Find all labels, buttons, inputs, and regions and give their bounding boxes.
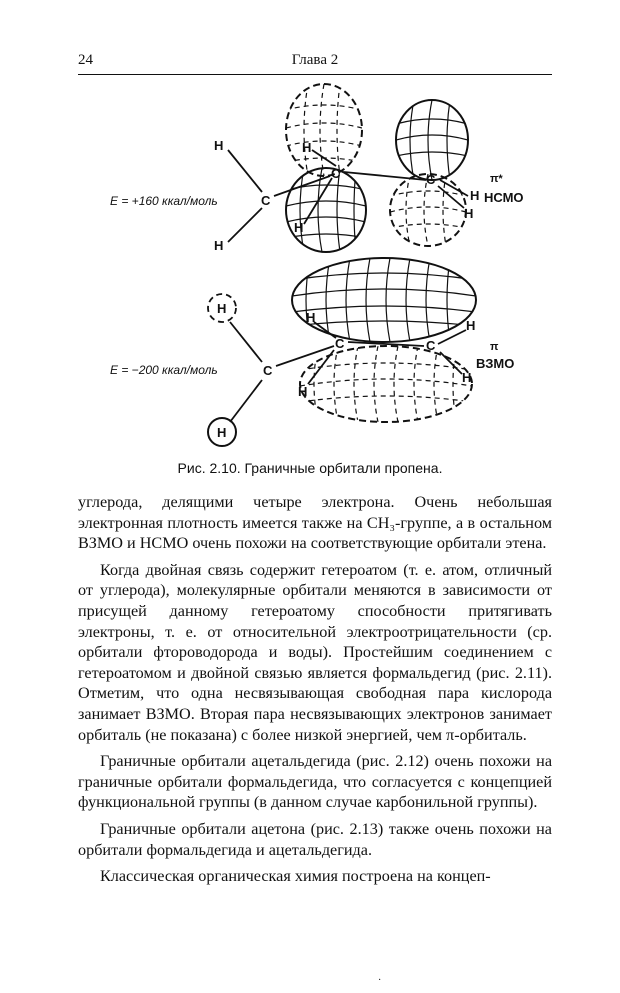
atom-label: H [470,188,480,203]
atom-label: H [462,370,472,385]
homo-labels [217,301,514,440]
atom-label: H [217,301,227,316]
atom-label: C [331,166,341,181]
energy-label-homo: E = −200 ккал/моль [110,363,218,377]
atom-label: C [426,172,436,187]
figure-propene-orbitals [0,80,620,460]
homo-diagram [208,258,476,446]
atom-label: H [464,206,474,221]
atom-label: H [306,310,316,325]
atom-label: H [214,238,224,253]
lumo-diagram [228,84,468,252]
energy-label-lumo: E = +160 ккал/моль [110,194,218,208]
lobe-top-left [286,84,362,176]
atom-label: H [466,318,476,333]
atom-label: C [335,336,345,351]
paragraph: Граничные орбитали ацетона (рис. 2.13) также очень похожи на орбитали формальдегида и ацетальдегида. [78,819,552,859]
chapter-title: Глава 2 [291,52,339,68]
lobe-top-right [396,100,468,180]
atom-label: C [263,363,273,378]
page-number: 24 [78,52,93,68]
orbital-name: ВЗМО [476,356,515,371]
paragraph: Граничные орбитали ацетальдегида (рис. 2.12) очень похожи на граничные орбитали формальдегида, что согласуется с концепцией функциональной группы (в данном случае карбонильной группы). [78,752,552,812]
atom-label: C [261,193,271,208]
orbital-symbol: π* [490,173,503,185]
atom-label: H [294,220,304,235]
body-text [78,492,552,893]
paragraph: Классическая органическая химия построена на концеп- [100,867,491,886]
orbital-diagram [0,80,620,460]
orbital-symbol: π [490,341,499,353]
print-mark: · [378,975,382,986]
atom-label: H [298,384,308,399]
atom-label: H [302,140,312,155]
lobe-upper [292,258,476,342]
lobe-bottom-left [286,168,366,252]
lumo-labels [214,138,524,253]
atom-label: C [426,338,436,353]
paragraph: Когда двойная связь содержит гетероатом (т. е. атом, отличный от углерода), молекулярные орбитали меняются в зависимости от присущей данному гетероатому способности притягивать электроны, т. е. от относительной электроотрицательности (ср. орбитали фтороводорода и воды). Простейшим соединением с гетероатомом и двойной связью является формальдегид (рис. 2.11). Отметим, что одна несвязывающая свободная пара кислорода занимает ВЗМО. Вторая пара несвязывающих электронов занимает орбиталь (не показана) с более низкой энергией, чем π-орбиталь. [78,560,552,744]
atom-label: H [214,138,224,153]
atom-label: H [217,425,227,440]
orbital-name: НСМО [484,190,524,205]
figure-caption: Рис. 2.10. Граничные орбитали пропена. [177,460,443,476]
page-header [78,52,552,75]
paragraph: углерода, делящими четыре электрона. Очень небольшая электронная плотность имеется также на CH₃-группе, а в остальном ВЗМО и НСМО очень похожи на соответствующие орбитали этена. [78,493,552,553]
